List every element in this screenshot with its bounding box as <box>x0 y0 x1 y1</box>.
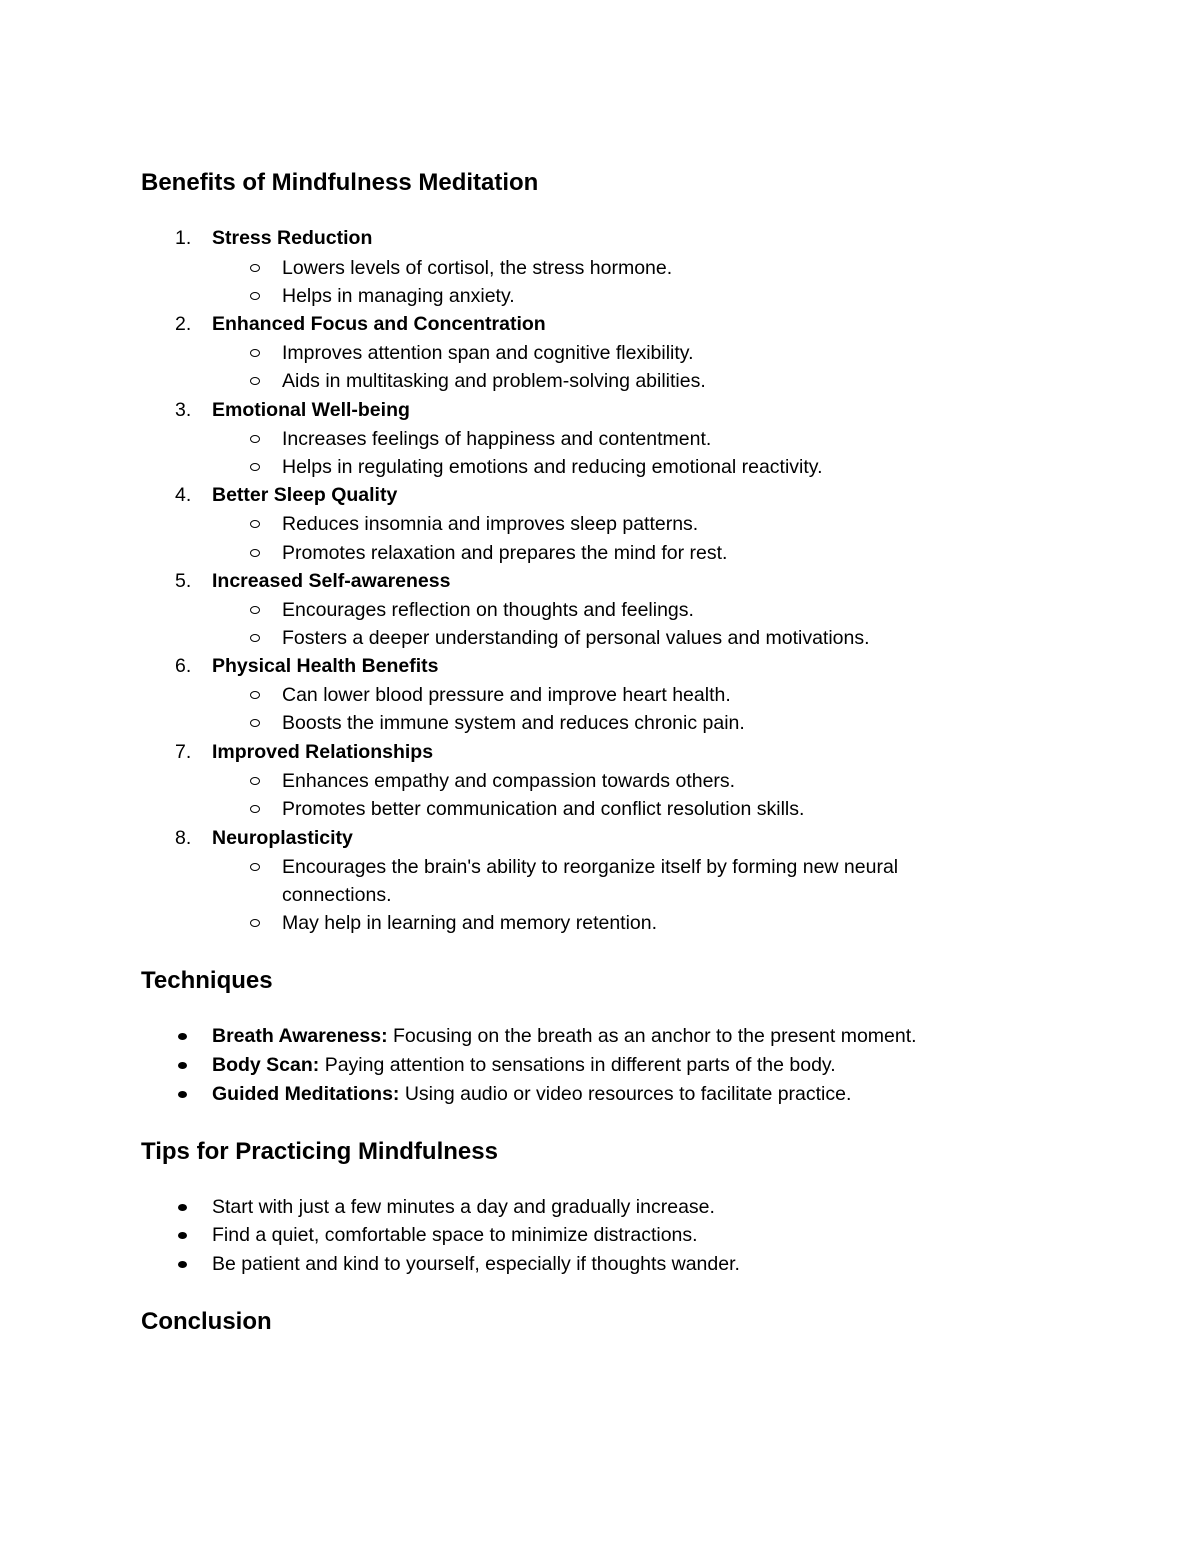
item-number: 5. <box>175 570 192 592</box>
hollow-bullet-icon <box>250 719 260 727</box>
bullet-icon <box>178 1232 187 1239</box>
bullet-icon <box>178 1033 187 1040</box>
hollow-bullet-icon <box>250 549 260 557</box>
item-number: 2. <box>175 313 192 335</box>
hollow-bullet-icon <box>250 634 260 642</box>
item-number: 8. <box>175 827 192 849</box>
hollow-bullet-icon <box>250 292 260 300</box>
bullet-icon <box>178 1091 187 1098</box>
conclusion-heading: Conclusion <box>141 1308 272 1335</box>
technique-label: Guided Meditations: <box>212 1083 400 1105</box>
bullet-icon <box>178 1062 187 1069</box>
technique-text: Using audio or video resources to facilitate practice. <box>399 1083 852 1105</box>
sub-point: Helps in regulating emotions and reducing emotional reactivity. <box>282 456 823 478</box>
page-title: Benefits of Mindfulness Meditation <box>141 169 539 196</box>
sub-point: Improves attention span and cognitive flexibility. <box>282 342 694 364</box>
bullet-icon <box>178 1204 187 1211</box>
sub-point: Promotes relaxation and prepares the mind for rest. <box>282 542 728 564</box>
tip-item: Start with just a few minutes a day and gradually increase. <box>212 1196 715 1218</box>
sub-point: Lowers levels of cortisol, the stress hormone. <box>282 257 673 279</box>
sub-point: Helps in managing anxiety. <box>282 285 515 307</box>
bullet-icon <box>178 1261 187 1268</box>
sub-point: May help in learning and memory retention. <box>282 912 658 934</box>
technique-item <box>212 1051 836 1079</box>
technique-text: Focusing on the breath as an anchor to the present moment. <box>387 1025 917 1047</box>
item-title: Better Sleep Quality <box>212 484 398 506</box>
hollow-bullet-icon <box>250 691 260 699</box>
tips-heading: Tips for Practicing Mindfulness <box>141 1138 498 1165</box>
item-title: Physical Health Benefits <box>212 655 439 677</box>
hollow-bullet-icon <box>250 435 260 443</box>
item-title: Neuroplasticity <box>212 827 353 849</box>
item-title: Stress Reduction <box>212 227 373 249</box>
item-title: Increased Self-awareness <box>212 570 451 592</box>
technique-text: Paying attention to sensations in different parts of the body. <box>319 1054 836 1076</box>
item-title: Emotional Well-being <box>212 399 410 421</box>
item-title: Improved Relationships <box>212 741 434 763</box>
sub-point: Aids in multitasking and problem-solving abilities. <box>282 370 706 392</box>
hollow-bullet-icon <box>250 520 260 528</box>
item-number: 7. <box>175 741 192 763</box>
hollow-bullet-icon <box>250 377 260 385</box>
techniques-heading: Techniques <box>141 967 273 994</box>
sub-point: Reduces insomnia and improves sleep patterns. <box>282 513 699 535</box>
sub-point: Fosters a deeper understanding of personal values and motivations. <box>282 627 870 649</box>
hollow-bullet-icon <box>250 349 260 357</box>
technique-label: Body Scan: <box>212 1054 320 1076</box>
sub-point: Encourages the brain's ability to reorganize itself by forming new neural <box>282 856 899 878</box>
hollow-bullet-icon <box>250 606 260 614</box>
technique-item <box>212 1080 851 1108</box>
sub-point: Enhances empathy and compassion towards others. <box>282 770 736 792</box>
item-number: 3. <box>175 399 192 421</box>
sub-point: Can lower blood pressure and improve heart health. <box>282 684 731 706</box>
item-number: 6. <box>175 655 192 677</box>
sub-point: Increases feelings of happiness and contentment. <box>282 428 712 450</box>
item-number: 1. <box>175 227 192 249</box>
sub-point: Boosts the immune system and reduces chronic pain. <box>282 712 745 734</box>
hollow-bullet-icon <box>250 777 260 785</box>
hollow-bullet-icon <box>250 264 260 272</box>
hollow-bullet-icon <box>250 463 260 471</box>
hollow-bullet-icon <box>250 863 260 871</box>
item-title: Enhanced Focus and Concentration <box>212 313 546 335</box>
sub-point: Promotes better communication and conflict resolution skills. <box>282 798 805 820</box>
item-number: 4. <box>175 484 192 506</box>
sub-point-continuation: connections. <box>282 884 392 906</box>
technique-label: Breath Awareness: <box>212 1025 388 1047</box>
tip-item: Find a quiet, comfortable space to minimize distractions. <box>212 1224 698 1246</box>
technique-item <box>212 1022 917 1050</box>
sub-point: Encourages reflection on thoughts and feelings. <box>282 599 694 621</box>
hollow-bullet-icon <box>250 919 260 927</box>
hollow-bullet-icon <box>250 805 260 813</box>
tip-item: Be patient and kind to yourself, especially if thoughts wander. <box>212 1253 740 1275</box>
